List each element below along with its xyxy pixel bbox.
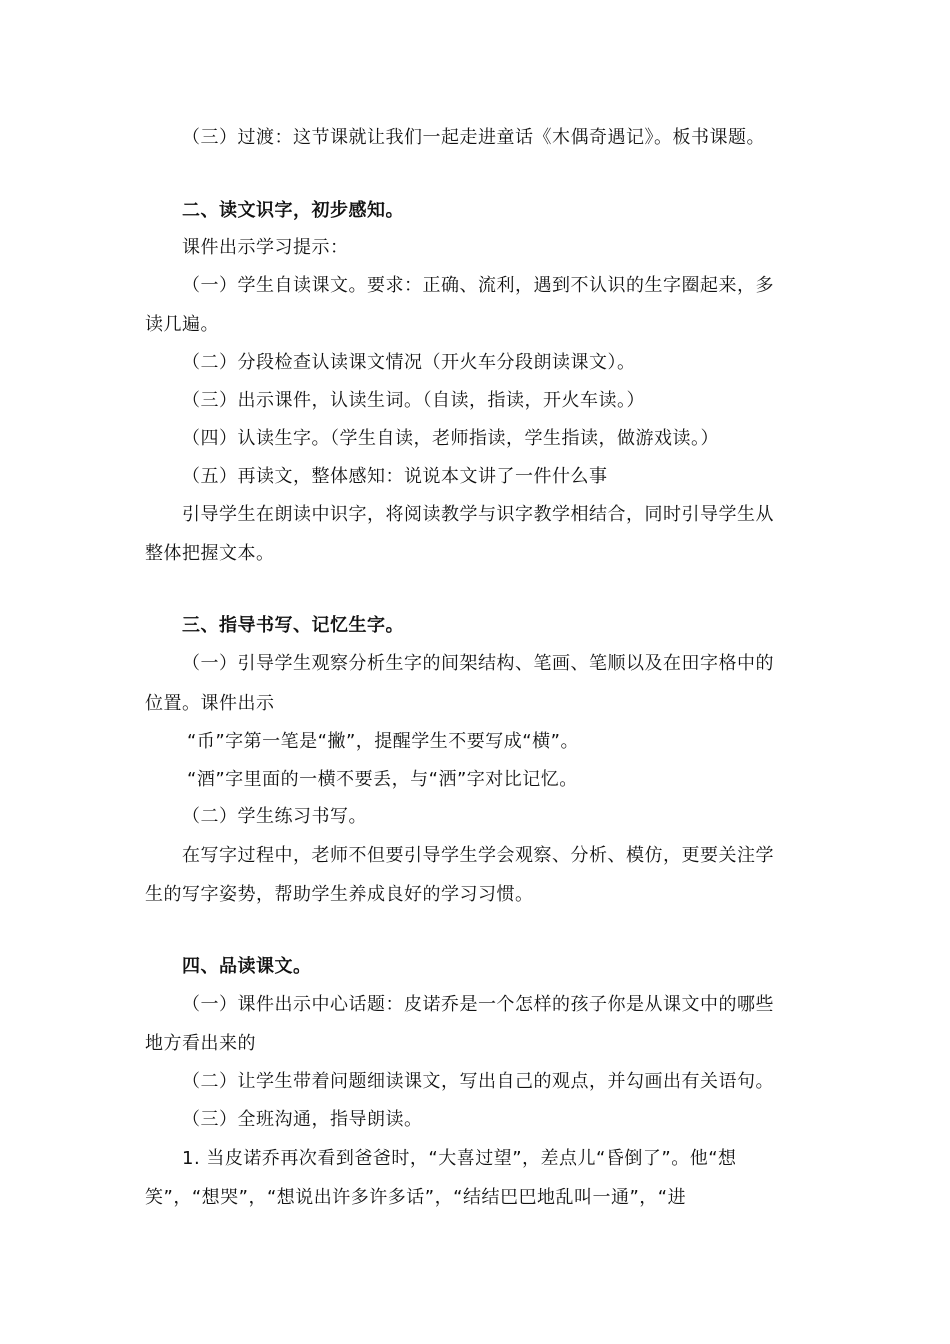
paragraph-line: （二）学生练习书写。	[182, 806, 367, 827]
numbered-item-line: 笑”，“想哭”，“想说出许多许多话”，“结结巴巴地乱叫一通”，“进	[145, 1187, 687, 1208]
paragraph-line: 位置。课件出示	[145, 693, 275, 714]
paragraph-line: （一）课件出示中心话题：皮诺乔是一个怎样的孩子你是从课文中的哪些	[182, 994, 774, 1015]
paragraph-line: 地方看出来的	[145, 1033, 256, 1054]
paragraph-line: 引导学生在朗读中识字，将阅读教学与识字教学相结合，同时引导学生从	[182, 504, 774, 525]
paragraph-line: 读几遍。	[145, 314, 219, 335]
transition-paragraph: （三）过渡：这节课就让我们一起走进童话《木偶奇遇记》。板书课题。	[182, 127, 765, 148]
paragraph-line: 整体把握文本。	[145, 543, 275, 564]
section-heading-4: 四、品读课文。	[182, 956, 312, 977]
paragraph-line: （三）出示课件，认读生词。（自读，指读，开火车读。）	[182, 390, 645, 411]
paragraph-line: “酒”字里面的一横不要丢，与“洒”字对比记忆。	[187, 769, 578, 790]
paragraph-line: 课件出示学习提示：	[182, 237, 349, 258]
paragraph-line: （五）再读文，整体感知：说说本文讲了一件什么事	[182, 466, 608, 487]
paragraph-line: （三）全班沟通，指导朗读。	[182, 1109, 423, 1130]
paragraph-line: 在写字过程中，老师不但要引导学生学会观察、分析、模仿，更要关注学	[182, 845, 774, 866]
paragraph-line: （二）分段检查认读课文情况（开火车分段朗读课文）。	[182, 352, 636, 373]
paragraph-line: （一）引导学生观察分析生字的间架结构、笔画、笔顺以及在田字格中的	[182, 653, 774, 674]
section-heading-2: 二、读文识字，初步感知。	[182, 200, 404, 221]
paragraph-line: “币”字第一笔是“撇”，提醒学生不要写成“横”。	[187, 731, 579, 752]
paragraph-line: （一）学生自读课文。要求：正确、流利，遇到不认识的生字圈起来，多	[182, 275, 774, 296]
numbered-item-line: 1. 当皮诺乔再次看到爸爸时，“大喜过望”，差点儿“昏倒了”。他“想	[182, 1148, 737, 1169]
paragraph-line: （二）让学生带着问题细读课文，写出自己的观点，并勾画出有关语句。	[182, 1071, 774, 1092]
paragraph-line: 生的写字姿势，帮助学生养成良好的学习习惯。	[145, 884, 534, 905]
paragraph-line: （四）认读生字。（学生自读，老师指读，学生指读，做游戏读。）	[182, 428, 719, 449]
section-heading-3: 三、指导书写、记忆生字。	[182, 615, 404, 636]
